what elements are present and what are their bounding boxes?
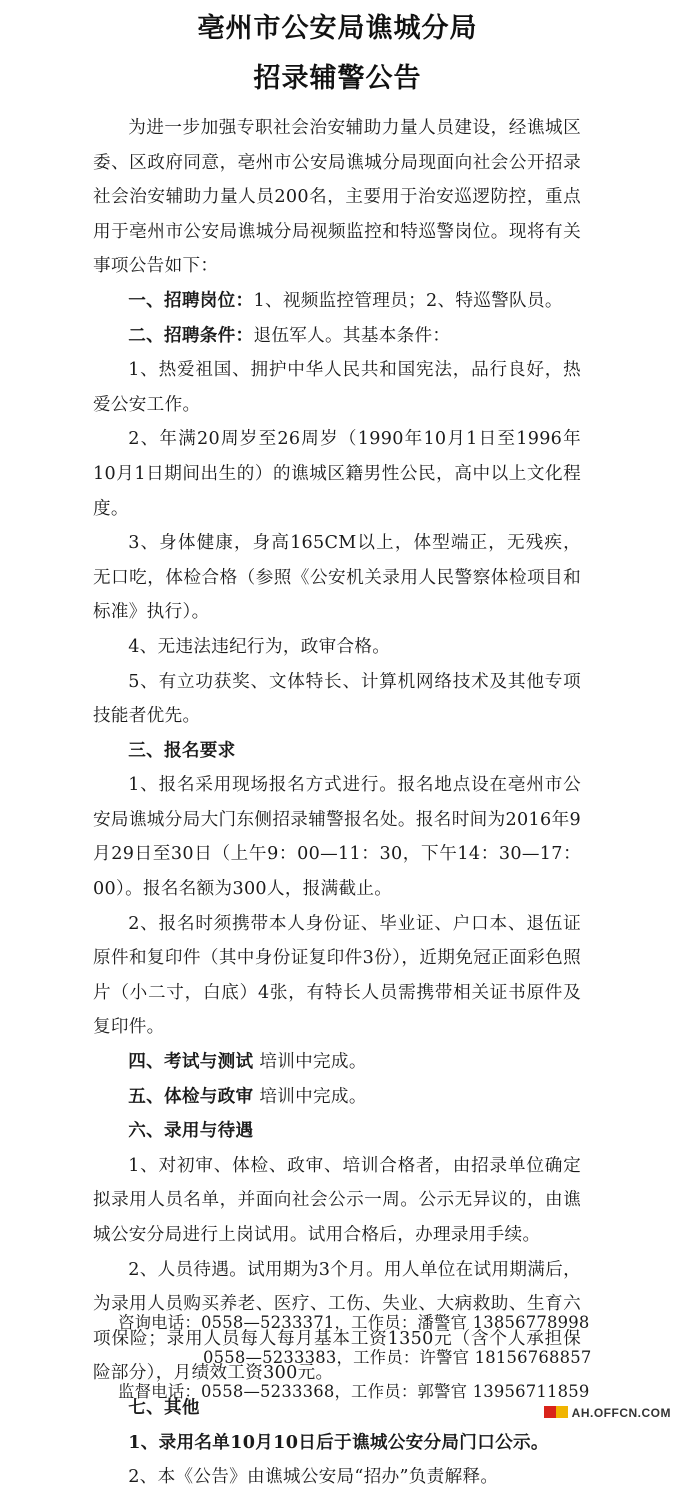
section-heading: 六、录用与待遇 [128, 1120, 254, 1142]
section-text: 1、视频监控管理员；2、特巡警队员。 [253, 290, 563, 311]
watermark [544, 1406, 671, 1420]
section-text: 培训中完成。 [253, 1086, 367, 1107]
section-heading: 七、其他 [128, 1396, 200, 1418]
list-item: 5、有立功获奖、文体特长、计算机网络技术及其他专项技能者优先。 [93, 671, 581, 727]
section-text: 培训中完成。 [253, 1052, 367, 1073]
watermark-text: AH.OFFCN.COM [571, 1406, 671, 1420]
consult-phone-line: 咨询电话：0558—5233371，工作员：潘警官 13856778998 [118, 1313, 590, 1332]
supervision-phone-line: 监督电话：0558—5233368，工作员：郭警官 13956711859 [118, 1382, 590, 1402]
section-medical [93, 1080, 581, 1115]
section-heading: 一、招聘岗位： [128, 289, 254, 311]
list-item: 1、录用名单10月10日后于谯城公安分局门口公示。 [128, 1431, 549, 1453]
section-heading: 二、招聘条件： [128, 324, 254, 346]
list-item: 2、年满20周岁至26周岁（1990年10月1日至1996年10月1日期间出生的）的谯城区籍男性公民，高中以上文化程度。 [93, 429, 581, 519]
section-exam [93, 1045, 581, 1080]
list-item: 2、报名时须携带本人身份证、毕业证、户口本、退伍证原件和复印件（其中身份证复印件3份），近期免冠正面彩色照片（小二寸，白底）4张，有特长人员需携带相关证书原件及复印件。 [93, 913, 581, 1038]
list-item: 2、本《公告》由谯城公安局“招办”负责解释。 [128, 1467, 499, 1488]
section-text: 退伍军人。其基本条件： [253, 325, 451, 346]
section-heading: 五、体检与政审 [128, 1085, 254, 1107]
notice-body [93, 111, 592, 1495]
list-item: 4、无违法违纪行为，政审合格。 [128, 636, 391, 657]
offcn-logo-icon [544, 1406, 568, 1418]
notice-title-line1: 亳州市公安局谯城分局 [197, 13, 478, 44]
consult-phone-line-2: 0558—5233383，工作员：许警官 18156768857 [203, 1347, 592, 1367]
list-item: 1、热爱祖国、拥护中华人民共和国宪法，品行良好，热爱公安工作。 [93, 360, 581, 415]
list-item: 1、对初审、体检、政审、培训合格者，由招录单位确定拟录用人员名单，并面向社会公示一周。公示无异议的，由谯城公安分局进行上岗试用。试用合格后，办理录用手续。 [93, 1155, 581, 1245]
notice-title-line2: 招录辅警公告 [253, 63, 422, 94]
section-heading: 三、报名要求 [128, 739, 236, 761]
section-conditions [93, 319, 581, 354]
contact-block [93, 1306, 592, 1410]
section-positions [93, 284, 581, 319]
section-heading: 四、考试与测试 [128, 1051, 254, 1073]
list-item: 1、报名采用现场报名方式进行。报名地点设在亳州市公安局谯城分局大门东侧招录辅警报名处。报名时间为2016年9月29日至30日（上午9：00—11：30，下午14：30—17：00）。报名名额为300人，报满截止。 [93, 775, 581, 900]
list-item: 3、身体健康，身高165CM以上，体型端正，无残疾，无口吃，体检合格（参照《公安机关录用人民警察体检项目和标准》执行）。 [93, 533, 581, 623]
intro-paragraph: 为进一步加强专职社会治安辅助力量人员建设，经谯城区委、区政府同意，亳州市公安局谯城分局现面向社会公开招录社会治安辅助力量人员200名，主要用于治安巡逻防控，重点用于亳州市公安局谯城分局视频监控和特巡警岗位。现将有关事项公告如下： [93, 118, 581, 277]
list-item: 2、人员待遇。试用期为3个月。用人单位在试用期满后，为录用人员购买养老、医疗、工伤、失业、大病救助、生育六项保险；录用人员每人每月基本工资1350元（含个人承担保险部分），月绩效工资300元。 [93, 1259, 581, 1384]
